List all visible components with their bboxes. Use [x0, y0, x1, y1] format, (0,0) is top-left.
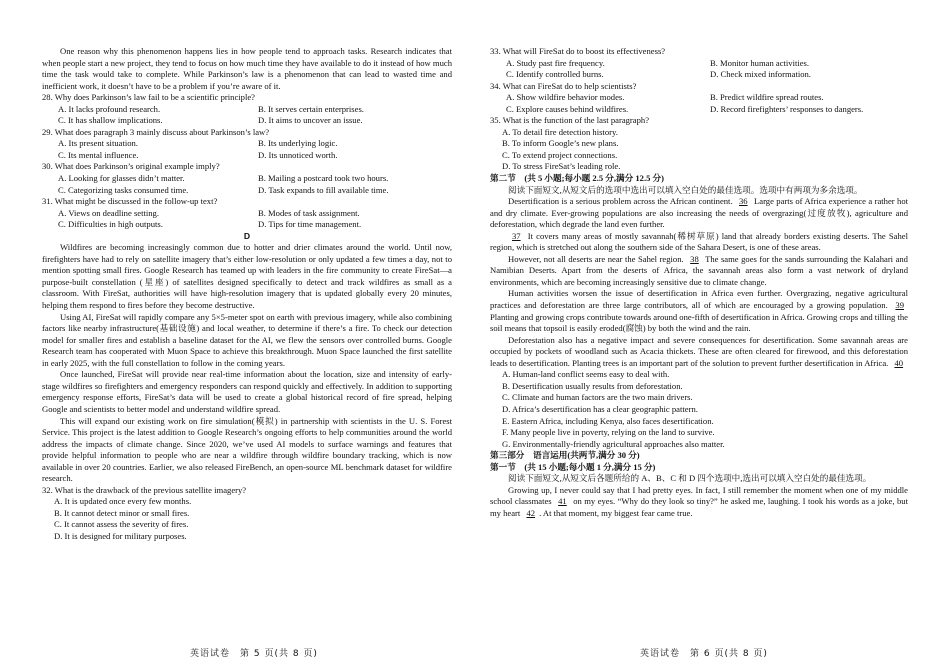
passage-d-paragraph-2: Using AI, FireSat will rapidly compare any 5×5-meter spot on earth with previous imagery, while also combining factors like nearby infrastructure(基础设施) and local weather, to determine if there’s a fire. To check our detection model for smaller fires and establish a baseline dataset for the AI, we flew the sensors over controlled burns. Google Research team has cooperated with Muon Space to achieve this breakthrough. Muon Space launched the first satellite in early 2025, with the full constellation to follow in the coming years.	[42, 311, 452, 368]
cloze-paragraph-1	[490, 196, 908, 231]
option-c: C. Its mental influence.	[58, 149, 139, 160]
option-d: D. Its unnoticed worth.	[258, 149, 338, 160]
blank-42: 42	[526, 507, 536, 518]
page-footer-left: 英语试卷 第 5 页(共 8 页)	[190, 649, 318, 659]
option-c: C. Difficulties in high outputs.	[58, 219, 163, 230]
option-d: D. Record firefighters’ responses to dangers.	[710, 103, 864, 114]
option-d: D. Check mixed information.	[710, 69, 811, 80]
option-b: B. Its underlying logic.	[258, 138, 338, 149]
question-stem: 31. What might be discussed in the follow-up text?	[42, 196, 218, 207]
option-d: D. Task expands to fill available time.	[258, 184, 389, 195]
cloze-option: C. Climate and human factors are the two main drivers.	[502, 392, 693, 403]
cloze-paragraph-5	[490, 335, 908, 370]
question-stem: 34. What can FireSat do to help scientists?	[490, 80, 637, 91]
text-run: Large parts of Africa experience a rather hot and dry climate. Ever-growing populations are also increasing the needs of overgrazing(过度放牧), agriculture and deforestation, which degrade the land even further.	[490, 196, 908, 230]
right-column	[490, 46, 908, 519]
text-run: . At that moment, my biggest fear came true.	[539, 507, 693, 518]
question-stem: 32. What is the drawback of the previous satellite imagery?	[42, 484, 247, 495]
question-31	[42, 196, 452, 231]
option-c: C. Categorizing tasks consumed time.	[58, 184, 189, 195]
option-c: C. It has shallow implications.	[58, 115, 163, 126]
section-1-instructions: 阅读下面短文,从短文后各题所给的 A、B、C 和 D 四个选项中,选出可以填入空白处的最佳选项。	[508, 473, 872, 484]
blank-37: 37	[512, 230, 521, 241]
option-a: A. Views on deadline setting.	[58, 207, 160, 218]
left-column	[42, 46, 452, 543]
passage-d-paragraph-1: Wildfires are becoming increasingly common due to hotter and drier climates around the world. Until now, firefighters have had to rely on satellite imagery that’s either low-resolution or only updated a few times a day, not to mention spotting small fires. Google Research has teamed up with leaders in the fire community to create FireSat—a purpose-built constellation (星座) of satellites designed specifically to detect and track wildfires as small as a classroom. With FireSat, authorities will have high-resolution imagery that is updated globally every 20 minutes, helping them respond to fires before they become destructive.	[42, 242, 452, 311]
option-d: D. Tips for time management.	[258, 219, 362, 230]
blank-39: 39	[895, 300, 904, 311]
question-30	[42, 161, 452, 196]
cloze-option: F. Many people live in poverty, relying on the land to survive.	[502, 427, 715, 438]
option-a: A. Show wildfire behavior modes.	[506, 92, 625, 103]
text-run: It covers many areas of mostly savannah(稀树草原) land that already borders existing deserts. The Sahel region, which is stretched out along the southern side of the Sahara Desert, is one of these areas.	[490, 230, 908, 253]
cloze-option: B. Desertification usually results from deforestation.	[502, 380, 683, 391]
text-run: However, not all deserts are near the Sahel region.	[508, 253, 684, 264]
intro-paragraph: One reason why this phenomenon happens lies in how people tend to approach tasks. Research indicates that when people start a new project, they tend to focus on how much time they have available to do it instead of how much time the task would take to complete. While Parkinson’s law is a phenomenon that can lead to wasted time and inefficient work, it doesn’t have to be a problem if you’re aware of it.	[42, 46, 452, 91]
cloze-option: A. Human-land conflict seems easy to deal with.	[502, 369, 670, 380]
option-b: B. It serves certain enterprises.	[258, 103, 364, 114]
option-a: A. It lacks profound research.	[58, 103, 161, 114]
part-3-title: 第三部分 语言运用(共两节,满分 30 分)	[490, 450, 640, 461]
passage-d-paragraph-4: This will expand our existing work on fire simulation(模拟) in partnership with scientists in the U. S. Forest Service. This project is the latest addition to Google Research’s ongoing efforts to help communities around the world address the impacts of climate change. Since 2020, we’ve used AI models to surface warnings and features that provide helpful information to people who are near a wildfire through wildfire boundary tracking, which is now available in over 20 countries. Earlier, we also released FireBench, an open-source ML benchmark dataset for wildfire research.	[42, 415, 452, 484]
question-stem: 28. Why does Parkinson’s law fail to be a scientific principle?	[42, 92, 255, 103]
question-28	[42, 92, 452, 127]
question-stem: 30. What does Parkinson’s original example imply?	[42, 161, 220, 172]
text-run: Human activities worsen the issue of desertification in Africa even further. Overgrazing, negative agricultural practices and deforestation are three large contributors, all of which are encouraged by a growing population.	[490, 288, 908, 311]
blank-40: 40	[894, 357, 904, 368]
option-b: B. Mailing a postcard took two hours.	[258, 173, 389, 184]
option-b: B. Monitor human activities.	[710, 57, 810, 68]
option-c: C. It cannot assess the severity of fires.	[54, 519, 189, 530]
option-a: A. Its present situation.	[58, 138, 138, 149]
text-run: The same goes for the sands surrounding the Kalahari and Namibian Deserts. Apart from the deserts of Africa, the savannah areas also form a vast network of dryland environments, which are becoming increasingly sensitive due to climate change.	[490, 253, 908, 287]
cloze-option: D. Africa’s desertification has a clear geographic pattern.	[502, 403, 698, 414]
option-d: D. It is designed for military purposes.	[54, 530, 187, 541]
cloze-options	[490, 369, 908, 450]
option-a: A. It is updated once every few months.	[54, 496, 192, 507]
option-c: C. To extend project connections.	[502, 149, 618, 160]
option-a: A. To detail fire detection history.	[502, 126, 618, 137]
section-d-heading: D	[243, 230, 251, 241]
blank-41: 41	[558, 496, 567, 507]
text-run: Planting and growing crops contribute towards around one-fifth of desertification in Africa. Growing crops and tilling the soil means that topsoil is easily eroded(腐蚀) by both the wind and the rain.	[490, 311, 908, 334]
blank-38: 38	[690, 253, 699, 264]
option-d: D. It aims to uncover an issue.	[258, 115, 363, 126]
option-b: B. Predict wildfire spread routes.	[710, 92, 824, 103]
text-run: on my eyes. “Why do they look so tiny?” he asked me, laughing. I took his words as a joke, but my heart	[490, 496, 908, 518]
question-stem: 33. What will FireSat do to boost its effectiveness?	[490, 46, 666, 56]
option-d: D. To stress FireSat’s leading role.	[502, 161, 621, 172]
option-b: B. It cannot detect minor or small fires.	[54, 507, 190, 518]
question-29	[42, 127, 452, 162]
cloze-option: E. Eastern Africa, including Kenya, also faces desertification.	[502, 415, 714, 426]
text-run: Desertification is a serious problem across the African continent.	[508, 196, 733, 207]
question-stem: 35. What is the function of the last paragraph?	[490, 115, 650, 126]
text-run: Deforestation also has a negative impact and severe consequences for desertification. Some savannah areas are occupied by pockets of woodland such as Acacia thickets. These are often cleared for firewood, and this deforestation leads to desertification. Planting trees is an important part of the solution to prevent further desertification in Africa.	[490, 334, 908, 368]
cloze-paragraph-3	[490, 254, 908, 289]
story-paragraph	[490, 485, 908, 520]
text-run: Growing up, I never could say that I had pretty eyes. In fact, I still remember the moment when one of my middle school classmates	[490, 484, 908, 507]
option-a: A. Looking for glasses didn’t matter.	[58, 173, 185, 184]
section-2-title: 第二节 (共 5 小题;每小题 2.5 分,满分 12.5 分)	[490, 173, 665, 184]
option-c: C. Identify controlled burns.	[506, 69, 604, 80]
cloze-paragraph-2	[490, 231, 908, 254]
blank-36: 36	[739, 196, 748, 207]
question-34	[490, 81, 908, 116]
option-b: B. To inform Google’s new plans.	[502, 138, 619, 149]
option-c: C. Explore causes behind wildfires.	[506, 103, 629, 114]
question-35	[490, 115, 908, 173]
question-32	[42, 485, 452, 543]
question-stem: 29. What does paragraph 3 mainly discuss about Parkinson’s law?	[42, 126, 270, 137]
cloze-option: G. Environmentally-friendly agricultural approaches also matter.	[502, 438, 725, 449]
question-33	[490, 46, 908, 81]
option-a: A. Study past fire frequency.	[506, 57, 605, 68]
page-footer-right: 英语试卷 第 6 页(共 8 页)	[640, 649, 768, 659]
passage-d-paragraph-3: Once launched, FireSat will provide near real-time information about the location, size and intensity of early-stage wildfires so firefighters and emergency responders can respond quickly and effectively. In addition to supporting emergency response efforts, FireSat’s data will be used to create a global historical record of fire spread, helping Google and scientists to better model and understand wildfire spread.	[42, 369, 452, 414]
section-1-title: 第一节 (共 15 小题;每小题 1 分,满分 15 分)	[490, 461, 656, 472]
option-b: B. Modes of task assignment.	[258, 207, 360, 218]
cloze-paragraph-4	[490, 288, 908, 334]
section-2-instructions: 阅读下面短文,从短文后的选项中选出可以填入空白处的最佳选项。选项中有两项为多余选项。	[508, 184, 863, 195]
